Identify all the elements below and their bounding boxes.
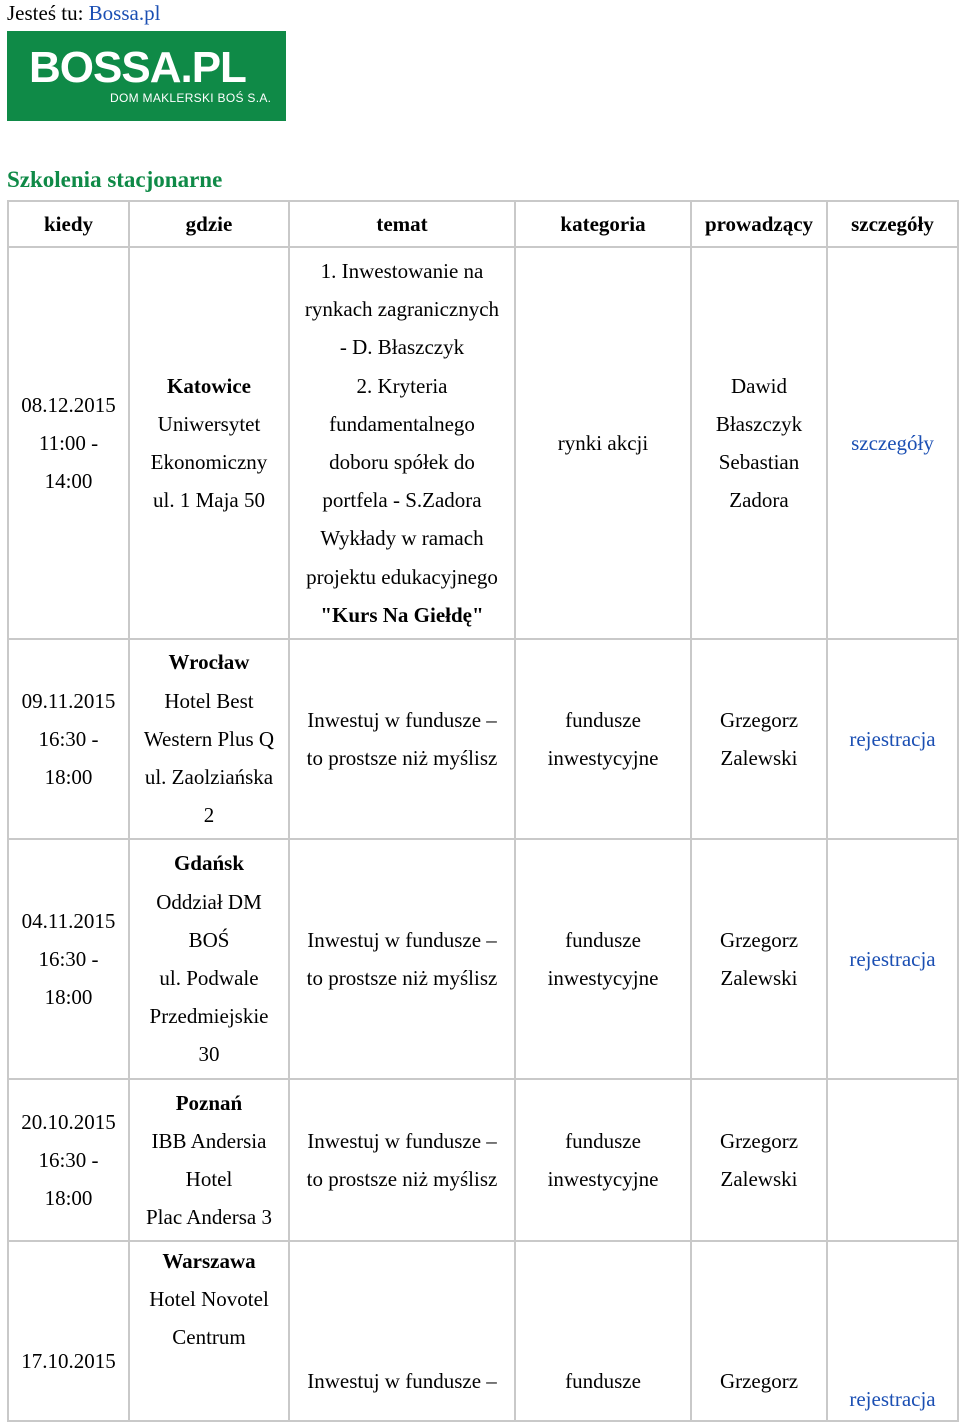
breadcrumb-home-link[interactable]: Bossa.pl [88, 1, 161, 25]
cell-line: 16:30 - [38, 726, 99, 751]
cell-line: Zalewski [720, 746, 798, 770]
breadcrumb [7, 0, 160, 26]
cell-line: Inwestuj w fundusze – [307, 927, 497, 952]
cell-when [8, 247, 129, 639]
cell-details [827, 1079, 958, 1241]
cell-where [129, 639, 289, 839]
table-row [8, 247, 958, 639]
cell-line: 16:30 - [38, 1147, 99, 1172]
cell-line: inwestycyjne [547, 746, 659, 770]
cell-line: Western Plus Q [143, 726, 275, 751]
cell-when [8, 1241, 129, 1421]
column-header-when: kiedy [8, 201, 129, 247]
cell-line: 2 [203, 803, 215, 828]
table-row [8, 839, 958, 1079]
cell-line: IBB Andersia [151, 1128, 267, 1153]
cell-category [515, 247, 691, 639]
cell-where [129, 839, 289, 1079]
table-header-row [8, 201, 958, 247]
trainings-table [7, 200, 959, 1422]
cell-line: Oddział DM [156, 889, 262, 914]
city-name: Wrocław [168, 650, 250, 675]
table-row [8, 1079, 958, 1241]
cell-lecturer [691, 639, 827, 839]
cell-line: Hotel [185, 1167, 233, 1191]
cell-line: 1. Inwestowanie na [320, 258, 484, 283]
cell-when [8, 1079, 129, 1241]
cell-line: doboru spółek do [329, 450, 475, 474]
cell-line: Zadora [729, 488, 789, 513]
cell-line: Sebastian [718, 450, 800, 474]
cell-line: inwestycyjne [547, 966, 659, 990]
register-link[interactable]: rejestracja [849, 1386, 936, 1411]
city-name: Gdańsk [173, 851, 245, 876]
cell-lecturer [691, 839, 827, 1079]
cell-line: 30 [198, 1042, 220, 1067]
cell-line: Grzegorz [719, 707, 799, 732]
table-row [8, 639, 958, 839]
cell-line: Zalewski [720, 1167, 798, 1191]
column-header-details: szczegóły [827, 201, 958, 247]
cell-line: to prostsze niż myślisz [306, 746, 498, 770]
cell-line: 18:00 [44, 1186, 93, 1211]
cell-lecturer [691, 247, 827, 639]
cell-category [515, 839, 691, 1079]
column-header-topic: temat [289, 201, 515, 247]
breadcrumb-prefix: Jesteś tu: [7, 1, 84, 25]
cell-line: fundusze [565, 1128, 641, 1153]
cell-details [827, 247, 958, 639]
cell-line: Wykłady w ramach [320, 526, 484, 551]
bossa-logo[interactable] [7, 31, 286, 121]
cell-where [129, 1241, 289, 1421]
cell-line: - D. Błaszczyk [339, 335, 465, 360]
cell-line: Zalewski [720, 966, 798, 990]
cell-line: 2. Kryteria [356, 373, 448, 398]
cell-details [827, 1241, 958, 1421]
cell-line: 08.12.2015 [21, 392, 116, 417]
cell-line: Uniwersytet [157, 411, 261, 436]
cell-when [8, 639, 129, 839]
city-name: Katowice [167, 373, 251, 398]
cell-line: Hotel Novotel [149, 1287, 269, 1312]
cell-line: Hotel Best [164, 688, 254, 713]
cell-line: ul. Zaolziańska [144, 765, 274, 790]
cell-line: 11:00 - [38, 430, 99, 455]
column-header-category: kategoria [515, 201, 691, 247]
cell-lecturer [691, 1079, 827, 1241]
cell-line: Dawid [731, 373, 787, 398]
cell-line: fundamentalnego [329, 411, 475, 436]
city-name: Poznań [175, 1090, 243, 1115]
cell-line: to prostsze niż myślisz [306, 1167, 498, 1191]
cell-line: Inwestuj w fundusze – [307, 1368, 497, 1393]
cell-line: 20.10.2015 [21, 1109, 116, 1134]
cell-line: 16:30 - [38, 946, 99, 971]
project-name: "Kurs Na Giełdę" [320, 602, 484, 627]
cell-line: rynki akcji [557, 430, 649, 455]
cell-line: Centrum [172, 1325, 246, 1350]
cell-line: Plac Andersa 3 [146, 1205, 272, 1230]
cell-line: BOŚ [188, 927, 230, 952]
cell-line: portfela - S.Zadora [322, 488, 482, 513]
cell-line: 09.11.2015 [21, 688, 116, 713]
cell-category [515, 639, 691, 839]
cell-details [827, 639, 958, 839]
cell-lecturer [691, 1241, 827, 1421]
cell-category [515, 1241, 691, 1421]
cell-line: Grzegorz [719, 927, 799, 952]
cell-topic [289, 247, 515, 639]
cell-line: 14:00 [44, 469, 93, 494]
cell-line: fundusze [565, 707, 641, 732]
cell-line: Grzegorz [719, 1128, 799, 1153]
cell-line: projektu edukacyjnego [306, 564, 498, 589]
cell-line: fundusze [565, 927, 641, 952]
city-name: Warszawa [162, 1249, 256, 1273]
cell-line: 04.11.2015 [21, 908, 116, 933]
column-header-lecturer: prowadzący [691, 201, 827, 247]
cell-line: Przedmiejskie [149, 1004, 269, 1029]
cell-line: rynkach zagranicznych [304, 297, 500, 322]
cell-line: 17.10.2015 [21, 1348, 116, 1373]
table-row [8, 1241, 958, 1421]
section-title: Szkolenia stacjonarne [7, 167, 223, 192]
logo-text: BOSSA.PL [29, 43, 246, 92]
cell-line: Inwestuj w fundusze – [307, 707, 497, 732]
cell-line: Błaszczyk [715, 411, 803, 436]
cell-line: Inwestuj w fundusze – [307, 1128, 497, 1153]
register-link[interactable]: rejestracja [849, 946, 936, 971]
cell-when [8, 839, 129, 1079]
register-link[interactable]: rejestracja [849, 726, 936, 751]
cell-line: inwestycyjne [547, 1167, 659, 1191]
cell-topic [289, 839, 515, 1079]
details-link[interactable]: szczegóły [851, 430, 934, 455]
cell-details [827, 839, 958, 1079]
cell-line: ul. 1 Maja 50 [153, 488, 265, 513]
cell-line: 18:00 [44, 985, 93, 1010]
cell-line: 18:00 [44, 765, 93, 790]
cell-topic [289, 1079, 515, 1241]
cell-where [129, 247, 289, 639]
cell-category [515, 1079, 691, 1241]
cell-topic [289, 1241, 515, 1421]
cell-line: Grzegorz [719, 1368, 799, 1393]
logo-subtitle: DOM MAKLERSKI BOŚ S.A. [110, 91, 272, 105]
cell-line: ul. Podwale [159, 966, 259, 990]
cell-line: Ekonomiczny [150, 450, 268, 474]
cell-where [129, 1079, 289, 1241]
cell-line: to prostsze niż myślisz [306, 966, 498, 990]
cell-topic [289, 639, 515, 839]
column-header-where: gdzie [129, 201, 289, 247]
cell-line: fundusze [565, 1368, 641, 1393]
